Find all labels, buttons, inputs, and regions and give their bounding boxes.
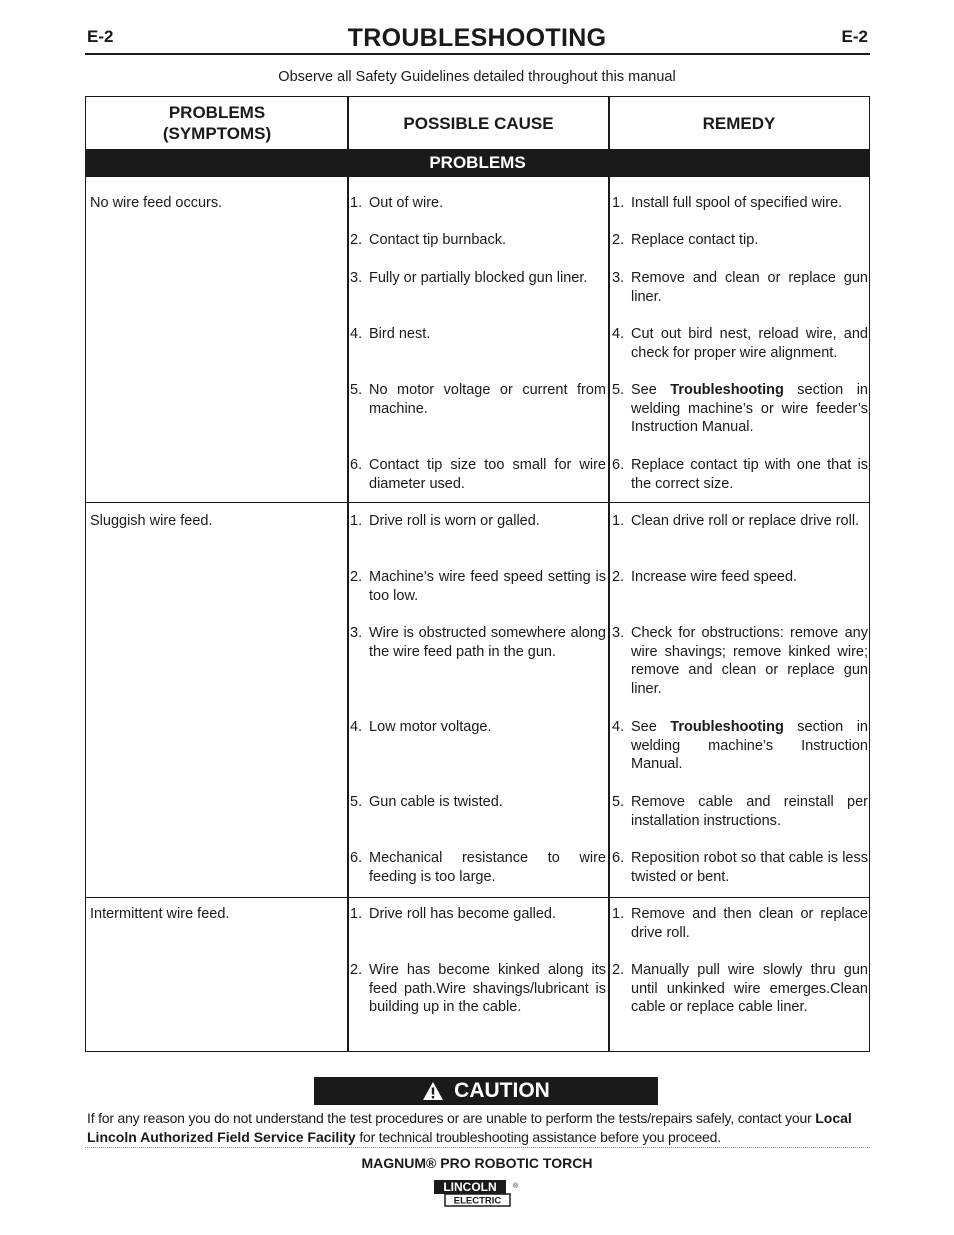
remedy-item [612, 194, 868, 213]
cause-item [350, 325, 606, 344]
caution-text-start: If for any reason you do not understand the test procedures or are unable to perform the tests/repairs safely, contact your [87, 1110, 816, 1126]
item-number: 5. [350, 382, 363, 398]
column-divider [608, 97, 610, 1051]
page-number-left: E-2 [87, 27, 114, 46]
remedy-item [612, 849, 868, 886]
item-number: 3. [350, 625, 363, 641]
cause-item [350, 718, 606, 737]
cause-item [350, 905, 606, 924]
svg-text:®: ® [513, 1183, 519, 1190]
cause-item [350, 194, 606, 213]
item-text: Remove and then clean or replace drive roll. [631, 906, 868, 941]
item-number: 6. [612, 850, 625, 866]
item-text: Drive roll is worn or galled. [369, 513, 540, 529]
item-text: Low motor voltage. [369, 719, 492, 735]
item-text [612, 718, 868, 774]
section-label: PROBLEMS [86, 149, 869, 177]
cause-item [350, 456, 606, 493]
item-number: 2. [612, 569, 625, 585]
cause-item [350, 624, 606, 661]
safety-note: Observe all Safety Guidelines detailed throughout this manual [278, 69, 676, 85]
item-text: Out of wire. [369, 195, 444, 211]
item-text-part: section in welding machine’s Instruction Manual. [631, 719, 868, 773]
column-divider [347, 97, 349, 1051]
item-text: No motor voltage or current from machine. [369, 382, 606, 417]
caution-text [87, 1109, 872, 1147]
remedy-item [612, 381, 868, 437]
item-text: Replace contact tip. [631, 232, 759, 248]
cause-item [350, 849, 606, 886]
remedy-item [612, 961, 868, 1017]
remedy-item [612, 269, 868, 306]
item-number: 5. [612, 794, 625, 810]
item-number: 1. [612, 906, 625, 922]
item-number: 2. [350, 569, 363, 585]
cause-item [350, 568, 606, 605]
item-text: Remove and clean or replace gun liner. [631, 270, 868, 305]
item-text: Reposition robot so that cable is less twisted or bent. [631, 850, 868, 885]
item-text-part: Troubleshooting [670, 382, 784, 398]
item-number: 5. [350, 794, 363, 810]
item-text: Replace contact tip with one that is the correct size. [631, 457, 868, 492]
item-text: Contact tip burnback. [369, 232, 507, 248]
item-text-part: section in welding machine’s or wire feeder’s Instruction Manual. [631, 382, 868, 436]
item-number: 1. [612, 513, 625, 529]
item-number: 6. [350, 850, 363, 866]
item-number: 2. [350, 962, 363, 978]
cause-item [350, 269, 606, 288]
svg-text:ELECTRIC: ELECTRIC [453, 1195, 502, 1207]
item-number: 1. [350, 513, 363, 529]
item-number: 2. [612, 962, 625, 978]
footer-rule [85, 1147, 870, 1148]
cause-item [350, 381, 606, 418]
group-divider [86, 502, 869, 503]
item-text: Machine’s wire feed speed setting is too low. [369, 569, 606, 604]
item-text: Manually pull wire slowly thru gun until unkinked wire emerges.Clean cable or replace cable liner. [631, 962, 868, 1016]
item-text: Remove cable and reinstall per installation instructions. [631, 794, 868, 829]
item-number: 3. [350, 270, 363, 286]
item-text: Cut out bird nest, reload wire, and check for proper wire alignment. [631, 326, 868, 361]
item-number: 5. [612, 382, 625, 398]
item-text: Wire has become kinked along its feed path.Wire shavings/lubricant is building up in the cable. [369, 962, 606, 1016]
svg-text:LINCOLN: LINCOLN [443, 1180, 497, 1195]
symptom: Sluggish wire feed. [90, 513, 213, 529]
item-number: 1. [612, 195, 625, 211]
item-number: 3. [612, 270, 625, 286]
symptom: Intermittent wire feed. [90, 906, 230, 922]
item-number: 6. [350, 457, 363, 473]
warning-triangle-icon [422, 1081, 444, 1101]
item-number: 4. [612, 326, 625, 342]
item-text [612, 381, 868, 437]
item-text: Fully or partially blocked gun liner. [369, 270, 588, 286]
item-number: 1. [350, 906, 363, 922]
remedy-item [612, 325, 868, 362]
item-text: Clean drive roll or replace drive roll. [631, 513, 860, 529]
header-symptoms: PROBLEMS (SYMPTOMS) [162, 103, 272, 143]
item-text-part: Troubleshooting [670, 719, 784, 735]
item-text: Contact tip size too small for wire diameter used. [369, 457, 606, 492]
header-remedy: REMEDY [702, 113, 776, 133]
item-number: 2. [612, 232, 625, 248]
item-number: 4. [350, 719, 363, 735]
service-facility-bold: Local Lincoln Authorized Field Service Facility [87, 1110, 852, 1145]
cause-item [350, 231, 606, 250]
header-cause: POSSIBLE CAUSE [403, 113, 554, 133]
symptom: No wire feed occurs. [90, 195, 223, 211]
item-number: 4. [350, 326, 363, 342]
item-number: 4. [612, 719, 625, 735]
item-number: 2. [350, 232, 363, 248]
item-text-part: See [631, 719, 671, 735]
page-number-right: E-2 [841, 27, 868, 46]
lincoln-electric-logo [433, 1179, 521, 1209]
item-number: 3. [612, 625, 625, 641]
cause-item [350, 793, 606, 812]
page-title: TROUBLESHOOTING [347, 24, 607, 52]
item-text: Wire is obstructed somewhere along the wire feed path in the gun. [369, 625, 606, 660]
item-text: Check for obstructions: remove any wire shavings; remove kinked wire; remove and clean or replace gun liner. [631, 625, 868, 698]
remedy-item [612, 456, 868, 493]
item-text: Gun cable is twisted. [369, 794, 503, 810]
remedy-item [612, 793, 868, 830]
item-text: Install full spool of specified wire. [631, 195, 843, 211]
item-text: Increase wire feed speed. [631, 569, 798, 585]
remedy-item [612, 718, 868, 774]
remedy-item [612, 905, 868, 942]
remedy-item [612, 512, 868, 531]
remedy-item [612, 568, 868, 587]
item-number: 1. [350, 195, 363, 211]
group-divider [86, 897, 869, 898]
title-rule [85, 53, 870, 55]
item-number: 6. [612, 457, 625, 473]
item-text: Drive roll has become galled. [369, 906, 556, 922]
item-text: Mechanical resistance to wire feeding is too large. [369, 850, 606, 885]
troubleshooting-table [85, 96, 870, 1052]
cause-item [350, 961, 606, 1017]
remedy-item [612, 624, 868, 699]
cause-item [350, 512, 606, 531]
caution-label: CAUTION [454, 1079, 550, 1102]
caution-text-end: for technical troubleshooting assistance before you proceed. [355, 1129, 721, 1145]
item-text: Bird nest. [369, 326, 431, 342]
item-text-part: See [631, 382, 671, 398]
remedy-item [612, 231, 868, 250]
product-name: MAGNUM® PRO ROBOTIC TORCH [361, 1155, 593, 1171]
caution-banner [314, 1077, 658, 1105]
